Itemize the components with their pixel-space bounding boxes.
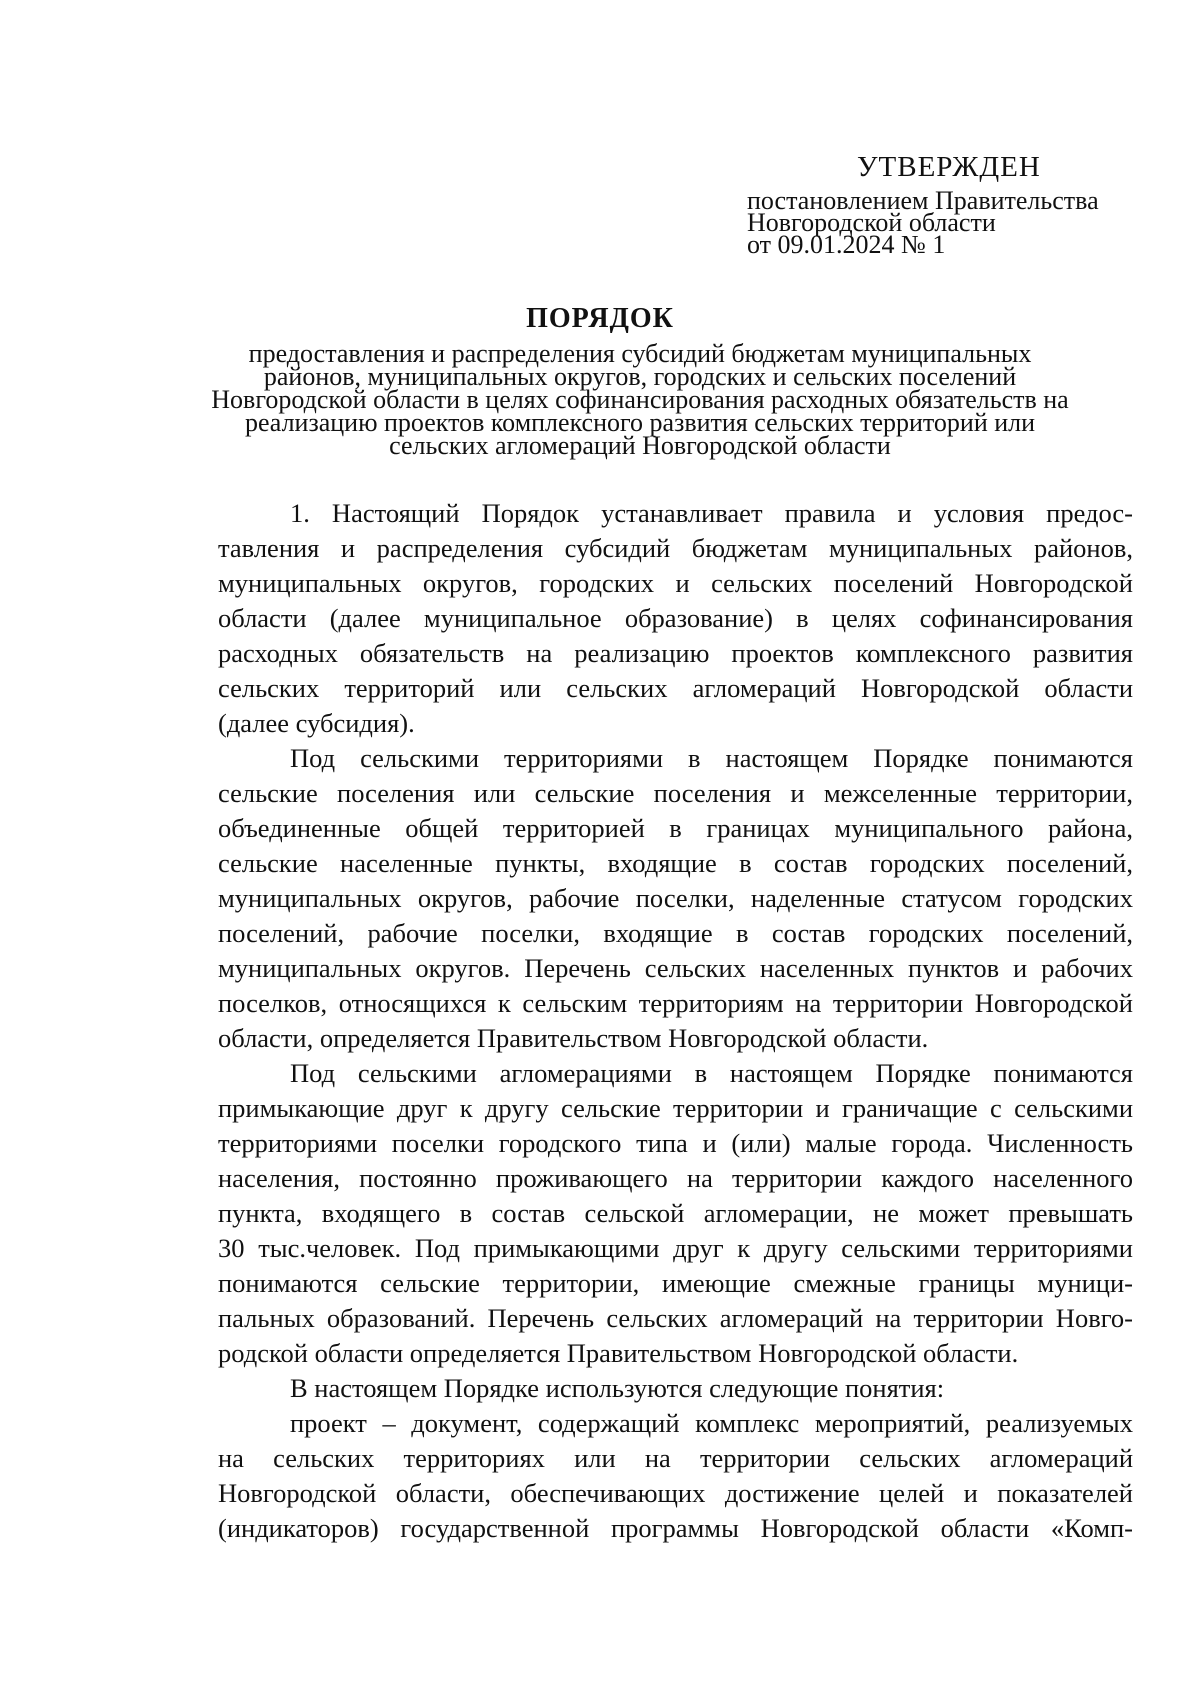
body-line: сельские населенные пункты, входящие в состав городских поселений, bbox=[218, 848, 1133, 878]
body-line: Под сельскими агломерациями в настоящем Порядке понимаются bbox=[290, 1058, 1133, 1088]
body-line: на сельских территориях или на территории сельских агломераций bbox=[218, 1443, 1133, 1473]
approval-details bbox=[747, 186, 1099, 259]
document-body bbox=[218, 496, 1133, 1546]
body-line: 30 тыс.человек. Под примыкающими друг к другу сельскими территориями bbox=[218, 1233, 1133, 1263]
body-line: территориями поселки городского типа и (или) малые города. Численность bbox=[218, 1128, 1133, 1158]
body-line: (далее субсидия). bbox=[218, 708, 415, 738]
body-line: поселений, рабочие поселки, входящие в состав городских поселений, bbox=[218, 918, 1133, 948]
body-line: Новгородской области, обеспечивающих достижение целей и показателей bbox=[218, 1478, 1133, 1508]
body-line: пальных образований. Перечень сельских агломераций на территории Новго- bbox=[218, 1303, 1133, 1333]
body-line: поселков, относящихся к сельским территориям на территории Новгородской bbox=[218, 988, 1133, 1018]
subtitle-line: районов, муниципальных округов, городских и сельских поселений bbox=[263, 362, 1017, 391]
subtitle-line: сельских агломераций Новгородской области bbox=[389, 431, 891, 460]
body-line: области, определяется Правительством Новгородской области. bbox=[218, 1023, 929, 1053]
approval-line: постановлением Правительства bbox=[747, 186, 1099, 215]
body-line: 1. Настоящий Порядок устанавливает правила и условия предос- bbox=[290, 498, 1133, 528]
body-line: пункта, входящего в состав сельской агломерации, не может превышать bbox=[218, 1198, 1133, 1228]
approval-label: УТВЕРЖДЕН bbox=[857, 151, 1041, 183]
document-subtitle bbox=[200, 339, 1080, 460]
body-line: Под сельскими территориями в настоящем Порядке понимаются bbox=[290, 743, 1133, 773]
body-line: примыкающие друг к другу сельские территории и граничащие с сельскими bbox=[218, 1093, 1133, 1123]
body-line: области (далее муниципальное образование) в целях софинансирования bbox=[218, 603, 1133, 633]
body-line: сельских территорий или сельских агломераций Новгородской области bbox=[218, 673, 1133, 703]
body-line: муниципальных округов. Перечень сельских населенных пунктов и рабочих bbox=[218, 953, 1133, 983]
subtitle-line: Новгородской области в целях софинансирования расходных обязательств на bbox=[211, 385, 1069, 414]
approval-line: от 09.01.2024 № 1 bbox=[747, 230, 946, 259]
body-line: родской области определяется Правительством Новгородской области. bbox=[218, 1338, 1019, 1368]
body-line: тавления и распределения субсидий бюджетам муниципальных районов, bbox=[218, 533, 1133, 563]
body-line: сельские поселения или сельские поселения и межселенные территории, bbox=[218, 778, 1133, 808]
body-line: расходных обязательств на реализацию проектов комплексного развития bbox=[218, 638, 1133, 668]
document-title: ПОРЯДОК bbox=[526, 303, 674, 334]
body-line: объединенные общей территорией в границах муниципального района, bbox=[218, 813, 1133, 843]
approval-line: Новгородской области bbox=[747, 208, 996, 237]
subtitle-line: реализацию проектов комплексного развития сельских территорий или bbox=[244, 408, 1036, 437]
body-line: проект – документ, содержащий комплекс мероприятий, реализуемых bbox=[290, 1408, 1133, 1438]
body-line: (индикаторов) государственной программы Новгородской области «Комп- bbox=[218, 1513, 1133, 1543]
body-line: В настоящем Порядке используются следующие понятия: bbox=[290, 1373, 945, 1403]
body-line: муниципальных округов, городских и сельских поселений Новгородской bbox=[218, 568, 1133, 598]
body-line: населения, постоянно проживающего на территории каждого населенного bbox=[218, 1163, 1133, 1193]
body-line: понимаются сельские территории, имеющие смежные границы муници- bbox=[218, 1268, 1133, 1298]
subtitle-line: предоставления и распределения субсидий бюджетам муниципальных bbox=[248, 339, 1032, 368]
body-line: муниципальных округов, рабочие поселки, наделенные статусом городских bbox=[218, 883, 1133, 913]
